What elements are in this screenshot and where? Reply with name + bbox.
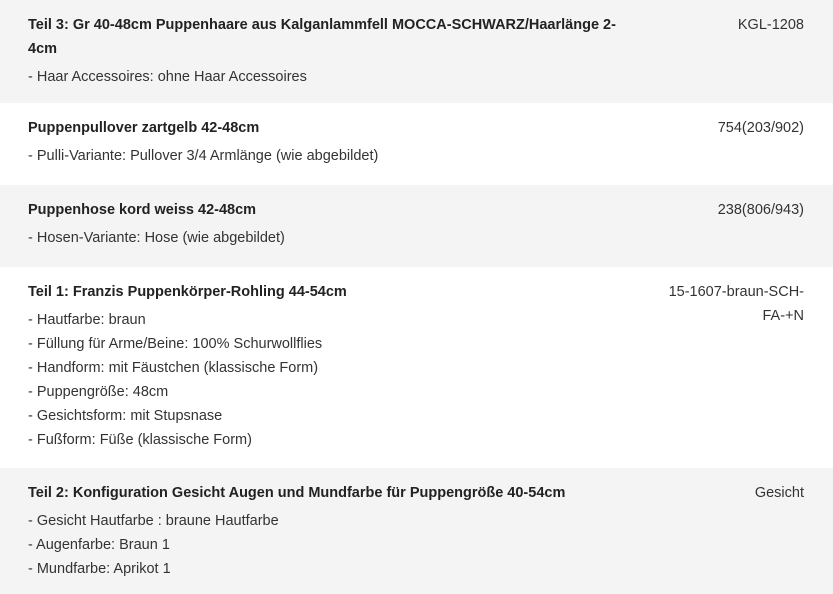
item-details bbox=[28, 13, 628, 103]
item-options bbox=[28, 226, 628, 250]
item-option: - Augenfarbe: Braun 1 bbox=[28, 537, 170, 553]
item-details bbox=[28, 198, 628, 267]
item-option: - Mundfarbe: Aprikot 1 bbox=[28, 561, 171, 577]
item-option: - Haar Accessoires: ohne Haar Accessoires bbox=[28, 69, 307, 85]
item-option: - Puppengröße: 48cm bbox=[28, 384, 169, 400]
item-options bbox=[28, 144, 628, 168]
item-title: Teil 3: Gr 40-48cm Puppenhaare aus Kalganlammfell MOCCA-SCHWARZ/Haarlänge 2-4cm bbox=[28, 17, 616, 57]
item-option: - Hautfarbe: braun bbox=[28, 312, 146, 328]
item-title: Puppenhose kord weiss 42-48cm bbox=[28, 202, 257, 218]
item-option: - Füllung für Arme/Beine: 100% Schurwollflies bbox=[28, 336, 323, 352]
item-option: - Hosen-Variante: Hose (wie abgebildet) bbox=[28, 230, 285, 246]
order-item-row bbox=[0, 185, 833, 267]
item-option: - Gesicht Hautfarbe : braune Hautfarbe bbox=[28, 513, 279, 529]
item-details bbox=[28, 280, 628, 468]
order-item-row bbox=[0, 0, 833, 103]
order-item-row bbox=[0, 103, 833, 185]
item-sku: KGL-1208 bbox=[737, 17, 804, 33]
item-sku: 754(203/902) bbox=[717, 120, 804, 136]
item-sku: 15-1607-braun-SCH-FA-+N bbox=[668, 284, 804, 324]
item-title: Teil 2: Konfiguration Gesicht Augen und Mundfarbe für Puppengröße 40-54cm bbox=[28, 485, 566, 501]
order-item-row bbox=[0, 468, 833, 594]
item-title: Teil 1: Franzis Puppenkörper-Rohling 44-54cm bbox=[28, 284, 347, 300]
item-title: Puppenpullover zartgelb 42-48cm bbox=[28, 120, 260, 136]
order-item-row bbox=[0, 267, 833, 468]
item-options bbox=[28, 509, 628, 581]
item-details bbox=[28, 116, 628, 185]
item-sku: Gesicht bbox=[754, 485, 804, 501]
item-options bbox=[28, 308, 628, 452]
item-option: - Pulli-Variante: Pullover 3/4 Armlänge (wie abgebildet) bbox=[28, 148, 379, 164]
item-option: - Gesichtsform: mit Stupsnase bbox=[28, 408, 223, 424]
item-option: - Handform: mit Fäustchen (klassische Form) bbox=[28, 360, 319, 376]
item-options bbox=[28, 65, 628, 89]
item-option: - Fußform: Füße (klassische Form) bbox=[28, 432, 252, 448]
item-sku: 238(806/943) bbox=[717, 202, 804, 218]
item-details bbox=[28, 481, 628, 594]
